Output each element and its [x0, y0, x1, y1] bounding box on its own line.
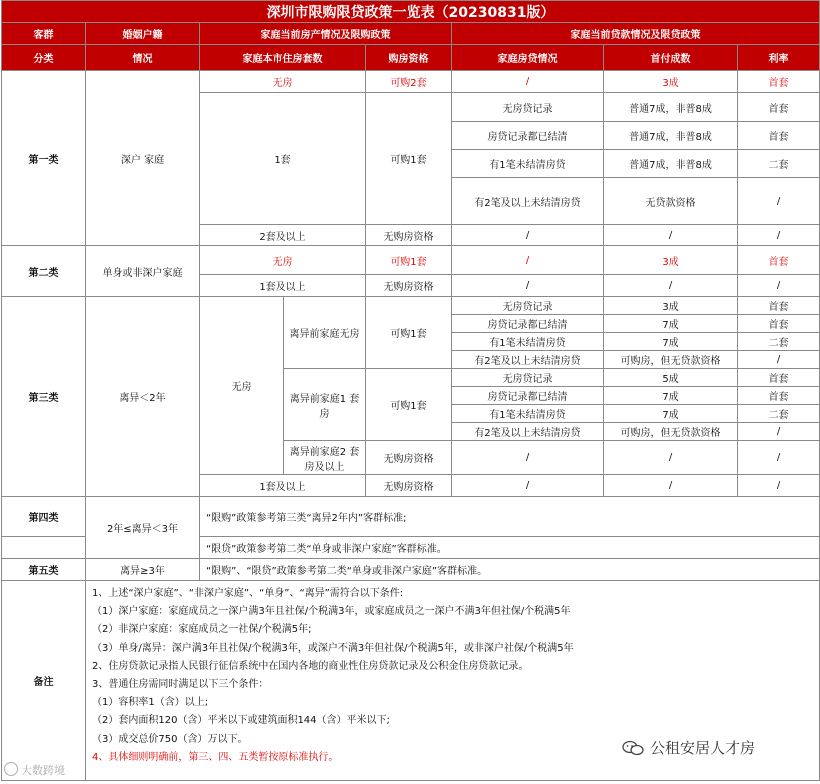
header-loan-policy: 家庭当前贷款情况及限贷政策: [452, 23, 820, 45]
purchase-policy-note: “限购”政策参考第三类“离异2年内”客群标准;: [200, 497, 820, 537]
down-payment: 普通7成，非普8成: [604, 122, 738, 150]
loan-situation: /: [452, 71, 604, 93]
eligibility: 可购1套: [366, 369, 452, 441]
header-housing-policy: 家庭当前房产情况及限购政策: [200, 23, 452, 45]
header-hukou: 婚姻户籍: [86, 23, 200, 45]
rate: 首套: [738, 387, 820, 405]
homes-count: 2套及以上: [200, 225, 366, 246]
header-homes-count: 家庭本市住房套数: [200, 45, 366, 71]
loan-situation: 无房贷记录: [452, 93, 604, 122]
remark-line: （3）成交总价750（含）万以下。: [92, 733, 248, 745]
loan-situation: /: [452, 441, 604, 475]
down-payment: 7成: [604, 315, 738, 333]
rate: 首套: [738, 369, 820, 387]
category-4-situation: 2年≤离异＜3年: [86, 497, 200, 559]
watermark-right: [622, 737, 755, 758]
loan-situation: 房贷记录都已结清: [452, 315, 604, 333]
table-title: 深圳市限购限贷政策一览表（20230831版）: [2, 1, 820, 23]
down-payment: /: [604, 275, 738, 297]
category-5-situation: 离异≥3年: [86, 559, 200, 581]
table-row: [2, 246, 820, 275]
eligibility: 可购1套: [366, 93, 452, 225]
remark-line-highlight: 4、具体细则明确前，第三、四、五类暂按原标准执行。: [92, 751, 339, 763]
eligibility: 可购2套: [366, 71, 452, 93]
down-payment: 3成: [604, 71, 738, 93]
category-1-label: 第一类: [2, 71, 86, 246]
header-down-payment: 首付成数: [604, 45, 738, 71]
rate: 首套: [738, 246, 820, 275]
category-2-situation: 单身或非深户家庭: [86, 246, 200, 297]
loan-situation: 无房贷记录: [452, 297, 604, 315]
loan-situation: 房贷记录都已结清: [452, 122, 604, 150]
header-purchase-eligibility: 购房资格: [366, 45, 452, 71]
down-payment: 可购房，但无贷款资格: [604, 423, 738, 441]
down-payment: 3成: [604, 246, 738, 275]
down-payment: /: [604, 475, 738, 497]
table-row: [2, 297, 820, 315]
loan-policy-note: “限贷”政策参考第二类“单身或非深户家庭”客群标准。: [200, 537, 820, 559]
loan-situation: /: [452, 275, 604, 297]
eligibility: 无购房资格: [366, 275, 452, 297]
rate: /: [738, 423, 820, 441]
policy-note: “限购”、“限贷”政策参考第二类“单身或非深户家庭”客群标准。: [200, 559, 820, 581]
down-payment: /: [604, 225, 738, 246]
table-row: [2, 559, 820, 581]
rate: 二套: [738, 333, 820, 351]
eligibility: 可购1套: [366, 246, 452, 275]
eligibility: 无购房资格: [366, 225, 452, 246]
homes-count: 1套及以上: [200, 475, 366, 497]
category-1-situation: 深户 家庭: [86, 71, 200, 246]
watermark-right-text: 公租安居人才房: [650, 739, 756, 757]
homes-count: 1套及以上: [200, 275, 366, 297]
eligibility: 无购房资格: [366, 441, 452, 475]
pre-divorce-status: 离异前家庭2 套房及以上: [284, 441, 366, 475]
down-payment: 7成: [604, 405, 738, 423]
down-payment: 无贷款资格: [604, 178, 738, 225]
rate: /: [738, 178, 820, 225]
category-4-label: 第四类: [2, 497, 86, 537]
loan-situation: 有1笔未结清房贷: [452, 405, 604, 423]
loan-situation: 房贷记录都已结清: [452, 387, 604, 405]
rate: 首套: [738, 315, 820, 333]
header-customer-group: 客群: [2, 23, 86, 45]
rate: 首套: [738, 71, 820, 93]
down-payment: 可购房，但无贷款资格: [604, 351, 738, 369]
loan-situation: /: [452, 225, 604, 246]
header-loan-situation: 家庭房贷情况: [452, 45, 604, 71]
rate: 首套: [738, 122, 820, 150]
remark-line: （1）深户家庭：家庭成员之一深户满3年且社保/个税满3年，或家庭成员之一深户不满3年但社保/个税满5年: [92, 606, 571, 618]
rate: 二套: [738, 150, 820, 178]
wechat-icon: [622, 740, 644, 756]
category-3-label: 第三类: [2, 297, 86, 497]
remark-line: （2）非深户家庭：家庭成员之一社保/个税满5年;: [92, 624, 312, 636]
down-payment: 7成: [604, 333, 738, 351]
homes-count: 1套: [200, 93, 366, 225]
category-2-label: 第二类: [2, 246, 86, 297]
header-situation: 情况: [86, 45, 200, 71]
category-5-label: 第五类: [2, 559, 86, 581]
down-payment: 5成: [604, 369, 738, 387]
remark-line: 2、住房贷款记录指人民银行征信系统中在国内各地的商业性住房贷款记录及公积金住房贷款记录。: [92, 660, 529, 672]
brand-logo-icon: [4, 762, 18, 776]
category-3-situation: 离异＜2年: [86, 297, 200, 497]
loan-situation: /: [452, 475, 604, 497]
rate: 首套: [738, 297, 820, 315]
homes-count: 无房: [200, 297, 284, 475]
policy-table: [1, 0, 820, 781]
loan-situation: 无房贷记录: [452, 369, 604, 387]
loan-situation: 有1笔未结清房贷: [452, 333, 604, 351]
down-payment: 普通7成，非普8成: [604, 150, 738, 178]
down-payment: 7成: [604, 387, 738, 405]
rate: /: [738, 225, 820, 246]
remark-line: （2）套内面积120（含）平米以下或建筑面积144（含）平米以下;: [92, 715, 390, 727]
rate: /: [738, 475, 820, 497]
loan-situation: /: [452, 246, 604, 275]
remarks-label: 备注: [2, 581, 86, 781]
watermark-left: [4, 762, 65, 778]
pre-divorce-status: 离异前家庭无房: [284, 297, 366, 369]
table-row: [2, 71, 820, 93]
homes-count: 无房: [200, 71, 366, 93]
rate: /: [738, 441, 820, 475]
table-row: [2, 497, 820, 537]
category-4-blank: [2, 537, 86, 559]
down-payment: /: [604, 441, 738, 475]
rate: /: [738, 351, 820, 369]
rate: 二套: [738, 405, 820, 423]
header-category: 分类: [2, 45, 86, 71]
homes-count: 无房: [200, 246, 366, 275]
remark-line: 1、上述“深户家庭”、“非深户家庭”、“单身”、“离异”需符合以下条件:: [92, 588, 404, 599]
eligibility: 可购1套: [366, 297, 452, 369]
eligibility: 无购房资格: [366, 475, 452, 497]
loan-situation: 有2笔及以上未结清房贷: [452, 178, 604, 225]
watermark-left-text: 大数跨境: [21, 764, 65, 777]
rate: 首套: [738, 93, 820, 122]
loan-situation: 有1笔未结清房贷: [452, 150, 604, 178]
rate: /: [738, 275, 820, 297]
pre-divorce-status: 离异前家庭1 套房: [284, 369, 366, 441]
remark-line: 3、普通住房需同时满足以下三个条件：: [92, 679, 269, 691]
down-payment: 普通7成，非普8成: [604, 93, 738, 122]
loan-situation: 有2笔及以上未结清房贷: [452, 351, 604, 369]
header-rate: 利率: [738, 45, 820, 71]
remark-line: （1）容积率1（含）以上;: [92, 697, 209, 709]
down-payment: 3成: [604, 297, 738, 315]
remark-line: （3）单身/离异：深户满3年且社保/个税满3年，或深户不满3年但社保/个税满5年，或非深户社保/个税满5年: [92, 642, 574, 654]
loan-situation: 有2笔及以上未结清房贷: [452, 423, 604, 441]
